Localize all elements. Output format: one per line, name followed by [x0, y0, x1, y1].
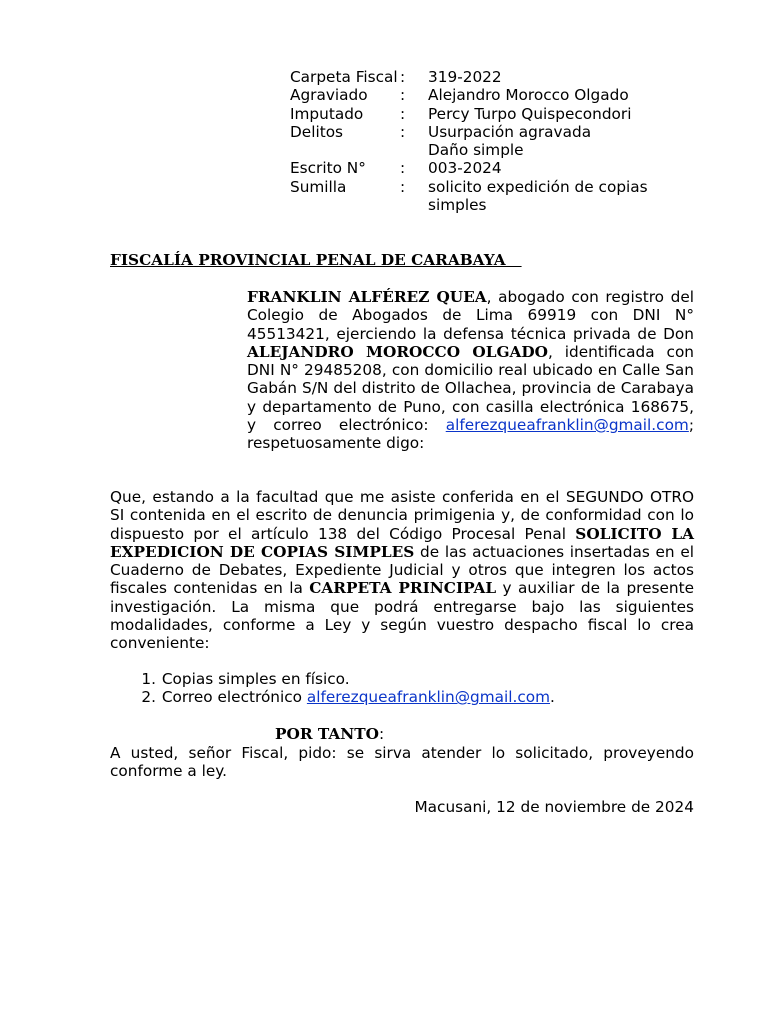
intro-text-1: , abogado con registro del Colegio de Abogados de Lima 69919 con DNI N° 45513421, ejerciendo la defensa técnica privada de Don	[247, 288, 694, 343]
body-text-1: Que, estando a la facultad que me asiste conferida en el SEGUNDO OTRO SI contenida en el escrito de denuncia primigenia y, de conformidad con lo dispuesto por el artículo 138 del Código Procesal Penal	[110, 488, 694, 543]
header-label: Carpeta Fiscal	[290, 68, 398, 86]
list-item	[110, 670, 694, 688]
body-text-3: y auxiliar de la presente investigación. La misma que podrá entregarse bajo las siguientes modalidades, conforme a Ley y según vuestro despacho fiscal lo crea conveniente:	[110, 579, 695, 653]
list-text: Correo electrónico alferezqueafranklin@gmail.com.	[161, 688, 555, 707]
date-line: Macusani, 12 de noviembre de 2024	[414, 798, 694, 816]
intro-paragraph	[247, 288, 694, 453]
office-title: FISCALÍA PROVINCIAL PENAL DE CARABAYA	[110, 251, 522, 269]
lawyer-name: FRANKLIN ALFÉREZ QUEA	[247, 288, 487, 306]
header-row-delitos	[290, 123, 710, 141]
header-value: 319-2022	[428, 68, 502, 86]
intro-text-2: , identificada con DNI N° 29485208, con domicilio real ubicado en Calle San Gabán S/N del distrito de Ollachea, provincia de Carabaya y departamento de Puno, con casilla electrónica 168675, y correo electrónico:	[247, 342, 694, 435]
header-row-sumilla	[290, 178, 710, 215]
header-label: Sumilla	[290, 177, 347, 196]
header-value: solicito expedición de copias simples	[428, 177, 648, 215]
body-bold-request: SOLICITO LA EXPEDICION DE COPIAS SIMPLES	[110, 524, 694, 561]
header-row-imputado	[290, 105, 710, 123]
header-value: Daño simple	[428, 141, 524, 160]
email-link[interactable]: alferezqueafranklin@gmail.com	[445, 416, 689, 435]
body-bold-carpeta: CARPETA PRINCIPAL	[309, 579, 497, 598]
header-row-agraviado	[290, 86, 710, 104]
delivery-modes-list	[110, 670, 694, 707]
header-colon: :	[400, 68, 406, 86]
list-item	[110, 688, 694, 706]
header-colon: :	[400, 159, 406, 178]
list-number: 2.	[141, 688, 156, 707]
header-colon: :	[400, 104, 406, 123]
header-value: Usurpación agravada	[428, 122, 592, 141]
header-label: Imputado	[290, 104, 364, 123]
request-paragraph: A usted, señor Fiscal, pido: se sirva atender lo solicitado, proveyendo conforme a ley.	[110, 744, 694, 781]
list-text: Copias simples en físico.	[161, 670, 350, 688]
header-colon: :	[400, 177, 406, 196]
email-link[interactable]: alferezqueafranklin@gmail.com	[306, 688, 551, 707]
header-label: Escrito N°	[290, 159, 366, 178]
body-paragraph	[110, 488, 694, 653]
header-row-delitos-cont	[290, 141, 710, 159]
header-colon: :	[400, 86, 406, 105]
case-header	[290, 68, 710, 214]
por-tanto-heading: POR TANTO:	[275, 725, 385, 743]
header-value: Percy Turpo Quispecondori	[428, 104, 632, 123]
header-colon-blank	[400, 141, 428, 159]
header-row-escrito	[290, 159, 710, 177]
header-label	[290, 141, 400, 159]
header-value: 003-2024	[428, 159, 502, 178]
list-number: 1.	[141, 670, 156, 688]
header-colon: :	[400, 122, 406, 141]
client-name: ALEJANDRO MOROCCO OLGADO	[247, 342, 549, 361]
header-label: Agraviado	[290, 86, 368, 105]
intro-text-3: ; respetuosamente digo:	[247, 416, 694, 453]
header-value: Alejandro Morocco Olgado	[428, 86, 629, 105]
body-text-2: de las actuaciones insertadas en el Cuaderno de Debates, Expediente Judicial y otros que integren los actos fiscales contenidas en la	[110, 542, 694, 598]
header-label: Delitos	[290, 122, 344, 141]
header-row-carpeta	[290, 68, 710, 86]
